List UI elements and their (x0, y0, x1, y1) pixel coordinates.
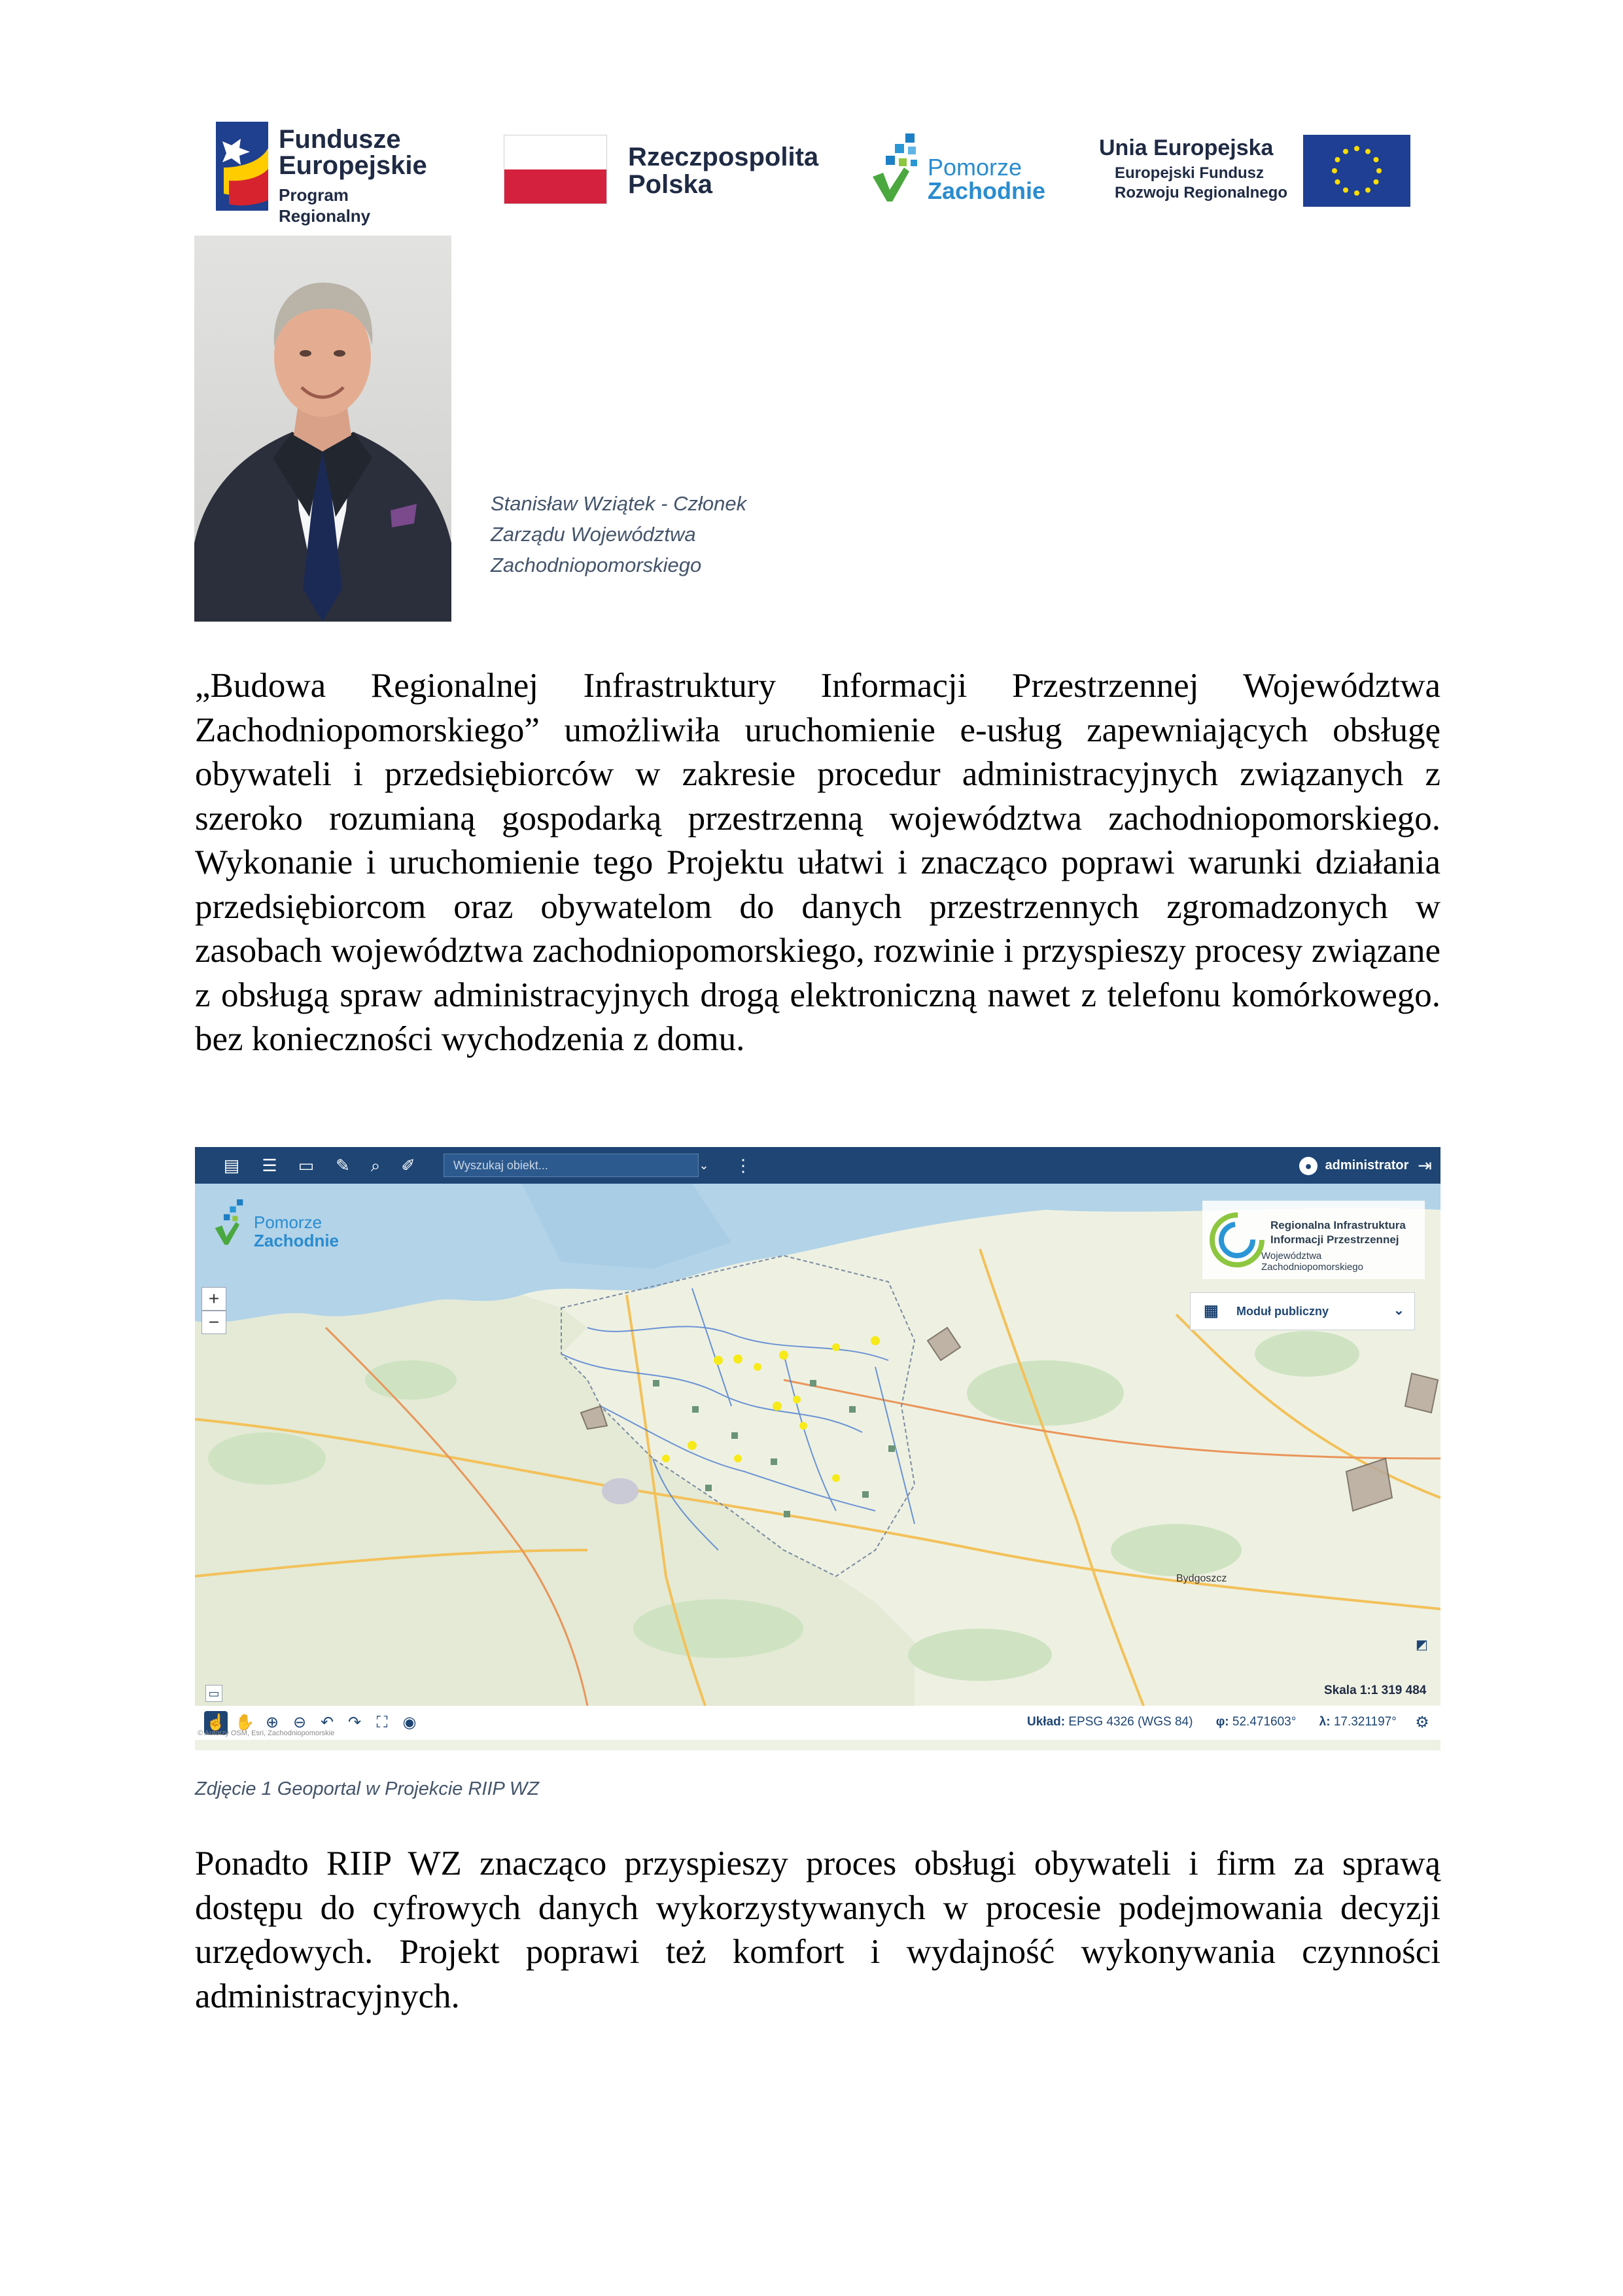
closing-paragraph: Ponadto RIIP WZ znacząco przyspieszy proces obsługi obywateli i firm za sprawą dostępu do cyfrowych danych wykorzystywanych w procesie podejmowania decyzji urzędowych. Projekt poprawi też komfort i wydajność wykonywania czynności administracyjnych. (195, 1845, 1440, 2015)
zoom-out-button[interactable]: − (201, 1311, 226, 1334)
module-select[interactable] (1190, 1292, 1415, 1330)
map-pomorze-mark-icon (213, 1197, 253, 1249)
rzeczpospolita-line1: Rzeczpospolita (628, 143, 819, 171)
pomorze-zachodnie-logo (870, 131, 1047, 207)
riip-mark-icon (1208, 1207, 1266, 1273)
fundusze-line1: Fundusze (279, 125, 401, 154)
pencil-icon[interactable]: ✐ (401, 1156, 415, 1175)
zoom-out-tool-icon[interactable]: ⊖ (292, 1714, 307, 1731)
logo-bar (0, 0, 1623, 226)
fundusze-europejskie-logo (216, 122, 438, 226)
list-icon[interactable]: ☰ (262, 1156, 277, 1175)
portrait-caption-line2: Zarządu Województwa (491, 523, 696, 546)
lambda-value: 17.321197° (1333, 1715, 1397, 1729)
overview-map-icon[interactable]: ▭ (205, 1685, 222, 1702)
document-icon[interactable]: ▤ (223, 1156, 240, 1175)
map-logo-line1: Pomorze (254, 1212, 323, 1232)
pomorze-line1: Pomorze (928, 154, 1022, 181)
portrait-caption-line3: Zachodniopomorskiego (491, 554, 702, 576)
zoom-in-tool-icon[interactable]: ⊕ (265, 1714, 279, 1731)
chevron-down-icon[interactable]: ⌄ (699, 1159, 709, 1172)
grid-icon: ▦ (1204, 1302, 1219, 1320)
rzeczpospolita-line2: Polska (628, 170, 712, 199)
camera-icon[interactable]: ◉ (402, 1714, 417, 1731)
geoportal-toolbar (195, 1147, 1440, 1184)
phi-value: 52.471603° (1232, 1715, 1297, 1729)
fundusze-line3: Program Regionalny (279, 185, 371, 226)
wrench-icon[interactable]: ✎ (336, 1156, 350, 1175)
user-name: administrator (1325, 1158, 1409, 1173)
riip-line2: Informacji Przestrzennej (1270, 1233, 1399, 1246)
search-icon[interactable]: ⌕ (370, 1156, 381, 1175)
user-menu[interactable] (1299, 1154, 1408, 1177)
map-attribution: © Autorzy OSM, Esri, Zachodniopomorskie (198, 1729, 335, 1737)
unia-europejska-logo (1099, 133, 1420, 209)
module-chevron-icon: ⌄ (1393, 1303, 1405, 1318)
riip-line3: Województwa Zachodniopomorskiego (1261, 1250, 1363, 1273)
logout-icon[interactable]: ⇥ (1418, 1156, 1432, 1175)
search-input[interactable]: Wyszukaj obiekt... (444, 1154, 699, 1177)
uklad-value: EPSG 4326 (WGS 84) (1068, 1715, 1193, 1729)
figure-caption: Zdjęcie 1 Geoportal w Projekcie RIIP WZ (195, 1778, 539, 1799)
portrait-caption-line1: Stanisław Wziątek - Członek (491, 492, 747, 515)
eu-flag-icon (1303, 135, 1410, 207)
riip-line1: Regionalna Infrastruktura (1270, 1219, 1406, 1231)
full-extent-icon[interactable]: ⛶ (376, 1714, 388, 1731)
layers-icon[interactable]: ▭ (298, 1156, 315, 1175)
coordinate-readout (1027, 1715, 1397, 1729)
map-logo-line2: Zachodnie (254, 1231, 340, 1250)
fundusze-flag-icon (216, 122, 268, 211)
basemap-toggle-icon[interactable]: ◩ (1416, 1638, 1428, 1652)
fundusze-line2: Europejskie (279, 151, 427, 180)
pomorze-mark-icon (870, 131, 929, 207)
user-avatar-icon: ● (1299, 1157, 1318, 1175)
geoportal-screenshot (195, 1147, 1440, 1750)
city-label-bydgoszcz: Bydgoszcz (1176, 1573, 1227, 1584)
identify-icon[interactable]: ☝ (204, 1711, 228, 1735)
lambda-label: λ: (1319, 1715, 1331, 1729)
pan-hand-icon[interactable]: ✋ (235, 1714, 254, 1731)
unia-line3: Rozwoju Regionalnego (1115, 184, 1287, 202)
map-pomorze-logo (213, 1193, 344, 1258)
intro-paragraph: „Budowa Regionalnej Infrastruktury Informacji Przestrzennej Województwa Zachodniopomorskiego” umożliwiła uruchomienie e-usług zapewniających obsługę obywateli i przedsiębiorców w zakresie procedur administracyjnych związanych z szeroko rozumianą gospodarką przestrzenną województwa zachodniopomorskiego. Wykonanie i uruchomienie tego Projektu ułatwi i znacząco poprawi warunki działania przedsiębiorcom oraz obywatelom do danych przestrzennych zgromadzonych w zasobach województwa zachodniopomorskiego, rozwinie i przyspieszy procesy związane z obsługą spraw administracyjnych drogą elektroniczną nawet z telefonu komórkowego. bez konieczności wychodzenia z domu. (195, 667, 1440, 1058)
phi-label: φ: (1215, 1715, 1229, 1729)
zoom-in-button[interactable]: + (201, 1287, 226, 1311)
more-vertical-icon[interactable]: ⋮ (735, 1156, 752, 1175)
module-label: Moduł publiczny (1236, 1305, 1329, 1318)
uklad-label: Układ: (1027, 1715, 1066, 1729)
pomorze-line2: Zachodnie (928, 177, 1046, 204)
undo-icon[interactable]: ↶ (320, 1714, 334, 1731)
map-scale: Skala 1:1 319 484 (1324, 1684, 1427, 1697)
portrait-photo (194, 236, 451, 622)
portrait-caption (491, 488, 752, 580)
geoportal-bottom-bar (195, 1706, 1440, 1740)
rzeczpospolita-polska-logo (504, 135, 818, 207)
redo-icon[interactable]: ↷ (347, 1714, 362, 1731)
unia-line1: Unia Europejska (1099, 135, 1274, 160)
polish-flag-icon (504, 135, 607, 204)
riip-logo (1202, 1201, 1425, 1279)
settings-gear-icon[interactable]: ⚙ (1415, 1714, 1429, 1731)
unia-line2: Europejski Fundusz (1115, 164, 1265, 182)
